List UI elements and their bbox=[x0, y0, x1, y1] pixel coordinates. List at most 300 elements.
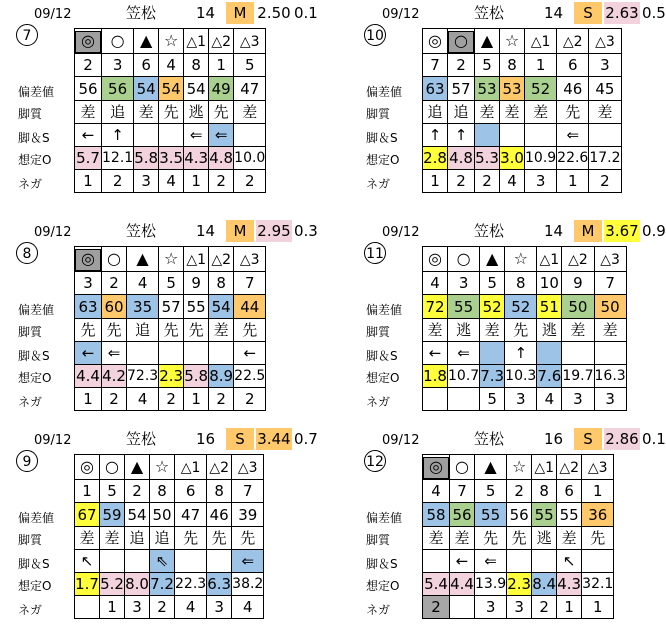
style-cell: 先 bbox=[75, 319, 102, 342]
nega-row bbox=[423, 596, 614, 619]
mark-cell bbox=[505, 247, 537, 272]
venue-name: 笠松 bbox=[474, 222, 505, 240]
odds-cell: 6.3 bbox=[207, 573, 232, 596]
mark-cell bbox=[525, 29, 557, 54]
race-number: 12 bbox=[364, 450, 386, 472]
row-label: ネガ bbox=[366, 395, 391, 409]
horse-cell: 1 bbox=[582, 480, 614, 503]
arrow-cell: ← bbox=[234, 342, 266, 365]
style-cell: 逃 bbox=[448, 319, 480, 342]
horse-cell: 8 bbox=[207, 480, 232, 503]
odds-cell: 22.3 bbox=[175, 573, 207, 596]
odds-cell: 5.4 bbox=[423, 573, 450, 596]
dev-cell: 53 bbox=[500, 77, 525, 101]
style-row bbox=[75, 527, 264, 550]
style-cell: 先 bbox=[175, 527, 207, 550]
nega-cell: 1 bbox=[184, 388, 209, 411]
mark-symbol: △2 bbox=[209, 460, 230, 476]
field-size: 14 bbox=[544, 4, 564, 22]
row-label: 脚＆S bbox=[18, 349, 50, 363]
odds-cell: 4.4 bbox=[75, 365, 102, 388]
nega-cell: 3 bbox=[525, 170, 557, 193]
grade-badge: M bbox=[226, 2, 254, 24]
arrow-cell: ← bbox=[75, 124, 102, 147]
mark-symbol: △2 bbox=[562, 34, 583, 50]
index-diff: 0.7 bbox=[294, 430, 318, 448]
mark-symbol: △3 bbox=[237, 460, 258, 476]
arrow-cell: ⇐ bbox=[184, 124, 209, 147]
index-value: 2.95 bbox=[257, 222, 291, 240]
style-cell: 追 bbox=[423, 101, 448, 124]
arrow-cell bbox=[134, 124, 159, 147]
mark-symbol: ☆ bbox=[154, 457, 170, 476]
nega-cell: 3 bbox=[505, 388, 537, 411]
style-cell: 差 bbox=[75, 527, 100, 550]
odds-row bbox=[75, 147, 266, 170]
arrow-cell: ⇐ bbox=[209, 124, 234, 147]
mark-symbol: △3 bbox=[600, 252, 620, 268]
index-value: 2.63 bbox=[605, 4, 639, 22]
horse-cell: 4 bbox=[423, 480, 450, 503]
dev-cell: 53 bbox=[475, 77, 500, 101]
grade-badge: M bbox=[226, 220, 254, 242]
horse-cell: 8 bbox=[505, 272, 537, 295]
row-label: 偏差値 bbox=[18, 85, 55, 99]
horse-cell: 5 bbox=[159, 272, 184, 295]
grade-badge: S bbox=[574, 2, 602, 24]
mark-symbol: △1 bbox=[534, 460, 555, 476]
dev-row bbox=[423, 503, 614, 527]
odds-cell: 1.8 bbox=[423, 365, 448, 388]
grade-badge: S bbox=[574, 428, 602, 450]
odds-cell: 8.4 bbox=[532, 573, 557, 596]
nega-cell: 3 bbox=[507, 596, 532, 619]
dev-row bbox=[75, 77, 266, 101]
nega-cell bbox=[450, 596, 475, 619]
odds-cell: 7.3 bbox=[480, 365, 505, 388]
arrow-cell: ↖ bbox=[557, 550, 582, 573]
race-header bbox=[16, 220, 318, 242]
mark-cell bbox=[150, 455, 175, 480]
prediction-grid bbox=[74, 454, 264, 619]
venue-name: 笠松 bbox=[474, 430, 505, 448]
arrow-row bbox=[75, 124, 266, 147]
mark-row bbox=[423, 247, 627, 272]
horse-row bbox=[75, 54, 266, 77]
dev-cell: 52 bbox=[505, 295, 537, 319]
dev-cell: 67 bbox=[75, 503, 100, 527]
row-label: 脚質 bbox=[18, 325, 43, 339]
mark-cell bbox=[207, 455, 232, 480]
dev-cell: 49 bbox=[209, 77, 234, 101]
horse-cell: 7 bbox=[232, 480, 264, 503]
row-label: 脚＆S bbox=[366, 131, 398, 145]
mark-symbol: △3 bbox=[595, 34, 615, 50]
mark-row bbox=[75, 29, 266, 54]
mark-symbol: ○ bbox=[456, 249, 471, 268]
arrow-row bbox=[423, 124, 622, 147]
row-label: 偏差値 bbox=[366, 303, 403, 317]
odds-row bbox=[423, 365, 627, 388]
mark-symbol: ◎ bbox=[80, 457, 94, 476]
horse-cell: 2 bbox=[75, 54, 102, 77]
arrow-cell bbox=[234, 124, 266, 147]
arrow-cell bbox=[589, 124, 621, 147]
style-cell: 差 bbox=[134, 101, 159, 124]
venue-name: 笠松 bbox=[126, 430, 157, 448]
mark-row bbox=[423, 29, 622, 54]
race-header bbox=[364, 2, 666, 24]
dev-cell: 56 bbox=[75, 77, 102, 101]
mark-cell bbox=[102, 247, 127, 272]
mark-symbol: △2 bbox=[211, 34, 232, 50]
mark-symbol: ○ bbox=[455, 457, 469, 476]
nega-cell: 2 bbox=[532, 596, 557, 619]
row-label: 脚質 bbox=[18, 533, 43, 547]
mark-cell bbox=[423, 29, 448, 54]
style-row bbox=[75, 319, 266, 342]
mark-cell bbox=[507, 455, 532, 480]
odds-cell: 4.2 bbox=[102, 365, 127, 388]
mark-symbol: ▲ bbox=[480, 31, 494, 50]
nega-row bbox=[75, 388, 266, 411]
arrow-cell: ← bbox=[450, 550, 475, 573]
mark-symbol: ◎ bbox=[428, 249, 442, 268]
horse-cell: 3 bbox=[75, 272, 102, 295]
odds-cell: 22.6 bbox=[557, 147, 589, 170]
mark-symbol: ◎ bbox=[75, 249, 101, 271]
row-label: ネガ bbox=[366, 603, 391, 617]
arrow-cell bbox=[582, 550, 614, 573]
nega-cell: 2 bbox=[475, 170, 500, 193]
arrow-cell: ⇐ bbox=[475, 550, 507, 573]
race-date: 09/12 bbox=[34, 433, 72, 448]
nega-cell: 3 bbox=[475, 596, 507, 619]
style-cell: 先 bbox=[102, 319, 127, 342]
arrow-cell bbox=[184, 342, 209, 365]
mark-symbol: △1 bbox=[186, 252, 207, 268]
mark-cell bbox=[75, 455, 100, 480]
horse-cell: 8 bbox=[500, 54, 525, 77]
style-cell: 差 bbox=[234, 101, 266, 124]
nega-cell: 2 bbox=[209, 388, 234, 411]
style-cell: 差 bbox=[500, 101, 525, 124]
odds-cell: 19.7 bbox=[562, 365, 594, 388]
mark-symbol: ☆ bbox=[512, 457, 527, 476]
dev-cell: 55 bbox=[448, 295, 480, 319]
mark-cell bbox=[475, 29, 500, 54]
odds-row bbox=[423, 147, 622, 170]
row-label: 想定O bbox=[366, 371, 400, 385]
dev-cell: 51 bbox=[537, 295, 562, 319]
row-label: 偏差値 bbox=[18, 511, 55, 525]
race-number: 7 bbox=[16, 24, 38, 46]
row-label: 脚質 bbox=[18, 107, 43, 121]
dev-cell: 59 bbox=[100, 503, 125, 527]
nega-row bbox=[75, 596, 264, 619]
race-number: 11 bbox=[364, 242, 386, 264]
mark-symbol: △1 bbox=[530, 34, 551, 50]
nega-row bbox=[75, 170, 266, 193]
dev-cell: 60 bbox=[102, 295, 127, 319]
arrow-cell bbox=[209, 342, 234, 365]
race-date: 09/12 bbox=[382, 7, 420, 22]
index-diff: 0.1 bbox=[642, 430, 666, 448]
race-number: 8 bbox=[16, 242, 38, 264]
row-label: 想定O bbox=[366, 579, 400, 593]
horse-row bbox=[423, 480, 614, 503]
dev-cell: 47 bbox=[175, 503, 207, 527]
style-cell: 先 bbox=[232, 527, 264, 550]
horse-cell: 7 bbox=[594, 272, 626, 295]
row-label: 脚＆S bbox=[366, 349, 398, 363]
mark-symbol: △1 bbox=[539, 252, 560, 268]
mark-row bbox=[75, 247, 266, 272]
row-label: ネガ bbox=[18, 603, 43, 617]
odds-cell: 16.3 bbox=[594, 365, 626, 388]
venue-name: 笠松 bbox=[126, 222, 157, 240]
dev-cell: 52 bbox=[480, 295, 505, 319]
mark-symbol: △2 bbox=[211, 252, 232, 268]
mark-cell bbox=[175, 455, 207, 480]
odds-cell: 3.5 bbox=[159, 147, 184, 170]
style-cell: 差 bbox=[525, 101, 557, 124]
dev-cell: 45 bbox=[589, 77, 621, 101]
odds-cell: 3.0 bbox=[500, 147, 525, 170]
horse-cell: 3 bbox=[102, 54, 134, 77]
mark-symbol: △3 bbox=[587, 460, 608, 476]
style-cell: 逃 bbox=[184, 101, 209, 124]
mark-cell bbox=[75, 247, 102, 272]
odds-cell: 8.0 bbox=[125, 573, 150, 596]
dev-cell: 55 bbox=[532, 503, 557, 527]
nega-cell: 3 bbox=[562, 388, 594, 411]
mark-cell bbox=[423, 247, 448, 272]
nega-cell: 4 bbox=[159, 170, 184, 193]
prediction-grid bbox=[422, 246, 627, 411]
style-cell: 先 bbox=[475, 527, 507, 550]
arrow-cell bbox=[127, 342, 159, 365]
horse-cell: 8 bbox=[150, 480, 175, 503]
arrow-row bbox=[75, 342, 266, 365]
horse-cell: 6 bbox=[557, 54, 589, 77]
mark-symbol: ▲ bbox=[140, 31, 153, 50]
mark-cell bbox=[184, 29, 209, 54]
arrow-cell: ↑ bbox=[448, 124, 475, 147]
odds-cell: 5.8 bbox=[134, 147, 159, 170]
horse-cell: 9 bbox=[562, 272, 594, 295]
horse-cell: 4 bbox=[423, 272, 448, 295]
nega-cell: 1 bbox=[582, 596, 614, 619]
dev-cell: 56 bbox=[507, 503, 532, 527]
arrow-cell: ⇖ bbox=[150, 550, 175, 573]
race-date: 09/12 bbox=[34, 7, 72, 22]
arrow-cell bbox=[159, 124, 184, 147]
odds-row bbox=[75, 365, 266, 388]
arrow-cell bbox=[125, 550, 150, 573]
mark-cell bbox=[100, 455, 125, 480]
odds-cell: 12.1 bbox=[102, 147, 134, 170]
nega-row bbox=[423, 170, 622, 193]
dev-cell: 54 bbox=[134, 77, 159, 101]
field-size: 14 bbox=[196, 222, 216, 240]
nega-cell: 1 bbox=[423, 170, 448, 193]
nega-cell: 1 bbox=[557, 170, 589, 193]
arrow-cell bbox=[175, 550, 207, 573]
mark-cell bbox=[448, 29, 475, 54]
index-diff: 0.5 bbox=[642, 4, 666, 22]
arrow-cell: ↖ bbox=[75, 550, 100, 573]
odds-row bbox=[423, 573, 614, 596]
mark-symbol: ▲ bbox=[486, 249, 499, 268]
row-label: 脚質 bbox=[366, 325, 391, 339]
style-cell: 差 bbox=[209, 319, 234, 342]
venue-name: 笠松 bbox=[474, 4, 505, 22]
mark-cell bbox=[209, 247, 234, 272]
style-row bbox=[423, 319, 627, 342]
mark-cell bbox=[537, 247, 562, 272]
mark-symbol: ○ bbox=[107, 249, 121, 268]
mark-cell bbox=[125, 455, 150, 480]
dev-cell: 72 bbox=[423, 295, 448, 319]
dev-cell: 56 bbox=[102, 77, 134, 101]
row-label: 偏差値 bbox=[18, 303, 55, 317]
nega-cell: 3 bbox=[594, 388, 626, 411]
horse-cell: 2 bbox=[507, 480, 532, 503]
mark-symbol: ☆ bbox=[164, 249, 179, 268]
arrow-cell bbox=[475, 124, 500, 147]
index-value: 3.44 bbox=[257, 430, 291, 448]
odds-cell: 32.1 bbox=[582, 573, 614, 596]
row-label: 想定O bbox=[366, 153, 400, 167]
horse-cell: 6 bbox=[134, 54, 159, 77]
arrow-cell: ⇐ bbox=[232, 550, 264, 573]
nega-cell bbox=[448, 388, 480, 411]
nega-cell: 1 bbox=[184, 170, 209, 193]
odds-cell: 7.6 bbox=[537, 365, 562, 388]
arrow-cell: ⇐ bbox=[557, 124, 589, 147]
horse-cell: 4 bbox=[127, 272, 159, 295]
style-cell: 差 bbox=[75, 101, 102, 124]
dev-row bbox=[75, 503, 264, 527]
row-label: 想定O bbox=[18, 579, 52, 593]
horse-cell: 6 bbox=[175, 480, 207, 503]
horse-cell: 1 bbox=[209, 54, 234, 77]
arrow-cell bbox=[423, 550, 450, 573]
dev-cell: 44 bbox=[234, 295, 266, 319]
mark-cell bbox=[234, 247, 266, 272]
arrow-cell bbox=[207, 550, 232, 573]
style-cell: 先 bbox=[159, 101, 184, 124]
row-label: ネガ bbox=[366, 177, 391, 191]
nega-cell: 2 bbox=[234, 388, 266, 411]
index-value: 2.50 bbox=[257, 4, 291, 22]
nega-cell: 2 bbox=[234, 170, 266, 193]
row-label: ネガ bbox=[18, 177, 43, 191]
arrow-cell: ⇐ bbox=[102, 342, 127, 365]
odds-cell: 5.3 bbox=[475, 147, 500, 170]
style-cell: 差 bbox=[589, 101, 621, 124]
mark-cell bbox=[500, 29, 525, 54]
nega-cell: 1 bbox=[100, 596, 125, 619]
mark-cell bbox=[234, 29, 266, 54]
row-label: 脚＆S bbox=[18, 131, 50, 145]
row-label: 想定O bbox=[18, 153, 52, 167]
nega-cell: 2 bbox=[102, 170, 134, 193]
odds-cell: 5.2 bbox=[100, 573, 125, 596]
row-label: 脚質 bbox=[366, 107, 391, 121]
mark-cell bbox=[159, 247, 184, 272]
odds-cell: 5.7 bbox=[75, 147, 102, 170]
field-size: 16 bbox=[544, 430, 564, 448]
venue-name: 笠松 bbox=[126, 4, 157, 22]
mark-cell bbox=[423, 455, 450, 480]
style-cell: 先 bbox=[209, 101, 234, 124]
style-cell: 差 bbox=[423, 319, 448, 342]
dev-cell: 55 bbox=[184, 295, 209, 319]
arrow-cell bbox=[594, 342, 626, 365]
horse-cell: 1 bbox=[525, 54, 557, 77]
dev-cell: 56 bbox=[450, 503, 475, 527]
dev-cell: 39 bbox=[232, 503, 264, 527]
dev-row bbox=[75, 295, 266, 319]
style-cell: 差 bbox=[557, 527, 582, 550]
dev-cell: 55 bbox=[475, 503, 507, 527]
mark-cell bbox=[450, 455, 475, 480]
mark-cell bbox=[480, 247, 505, 272]
dev-cell: 55 bbox=[557, 503, 582, 527]
index-value: 3.67 bbox=[605, 222, 639, 240]
odds-cell: 5.8 bbox=[184, 365, 209, 388]
odds-cell: 10.3 bbox=[505, 365, 537, 388]
horse-row bbox=[423, 54, 622, 77]
horse-cell: 9 bbox=[184, 272, 209, 295]
dev-cell: 54 bbox=[125, 503, 150, 527]
mark-symbol: △2 bbox=[568, 252, 588, 268]
horse-cell: 7 bbox=[450, 480, 475, 503]
mark-symbol: ○ bbox=[105, 457, 119, 476]
mark-symbol: ○ bbox=[448, 31, 474, 53]
mark-row bbox=[75, 455, 264, 480]
style-cell: 先 bbox=[159, 319, 184, 342]
nega-cell: 4 bbox=[500, 170, 525, 193]
nega-cell: 3 bbox=[125, 596, 150, 619]
style-row bbox=[423, 527, 614, 550]
mark-symbol: ◎ bbox=[75, 31, 101, 53]
nega-cell: 1 bbox=[75, 388, 102, 411]
dev-cell: 63 bbox=[423, 77, 448, 101]
nega-cell bbox=[75, 596, 100, 619]
style-cell: 差 bbox=[423, 527, 450, 550]
odds-cell: 10.0 bbox=[234, 147, 266, 170]
odds-cell: 4.3 bbox=[184, 147, 209, 170]
dev-cell: 35 bbox=[127, 295, 159, 319]
nega-cell: 2 bbox=[423, 596, 450, 619]
prediction-grid bbox=[422, 28, 622, 193]
style-cell: 先 bbox=[557, 101, 589, 124]
mark-symbol: ☆ bbox=[513, 249, 528, 268]
index-diff: 0.9 bbox=[642, 222, 666, 240]
dev-cell: 54 bbox=[184, 77, 209, 101]
odds-row bbox=[75, 573, 264, 596]
mark-symbol: ○ bbox=[110, 31, 125, 50]
arrow-cell: ⇐ bbox=[448, 342, 480, 365]
style-cell: 差 bbox=[480, 319, 505, 342]
style-cell: 先 bbox=[207, 527, 232, 550]
mark-symbol: △2 bbox=[559, 460, 580, 476]
index-diff: 0.3 bbox=[294, 222, 318, 240]
odds-cell: 38.2 bbox=[232, 573, 264, 596]
